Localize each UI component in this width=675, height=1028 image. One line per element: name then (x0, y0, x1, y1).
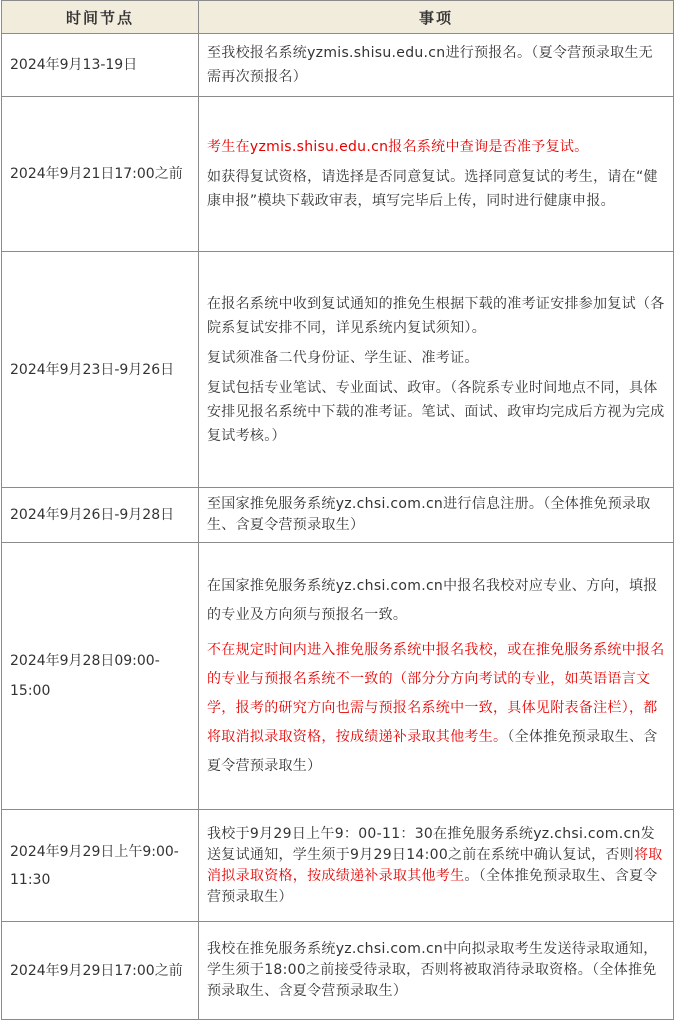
row-paragraph (207, 824, 667, 908)
header-time-column: 时间节点 (2, 1, 199, 34)
row-time: 2024年9月28日09:00-15:00 (2, 543, 199, 810)
row-content (199, 488, 674, 543)
row-content (199, 97, 674, 252)
row-paragraph: 我校在推免服务系统yz.chsi.com.cn中向拟录取考生发送待录取通知，学生须于18:00之前接受待录取，否则将被取消待录取资格。（全体推免预录取生、含夏令营预录取生） (207, 941, 658, 999)
row-content (199, 34, 674, 97)
table-row (2, 810, 674, 922)
row-paragraph: 复试包括专业笔试、专业面试、政审。（各院系专业时间地点不同，具体安排见报名系统中下载的准考证。笔试、面试、政审均完成后方视为完成复试考核。） (207, 379, 665, 444)
row-warning-text: 将取消拟录取资格，按成绩递补录取其他考生 (207, 846, 663, 884)
row-warning-text: 不在规定时间内进入推免服务系统中报名我校，或在推免服务系统中报名的专业与预报名系统不一致的（部分分方向考试的专业，如英语语言文学，报考的研究方向也需与预报名系统中一致，具体见附表备注栏），都将取消拟录取资格，按成绩递补录取其他考生。 (207, 641, 665, 745)
row-time: 2024年9月29日上午9:00-11:30 (2, 810, 199, 922)
row-paragraph (207, 636, 667, 781)
row-content (199, 543, 674, 810)
table-row (2, 543, 674, 810)
row-paragraph: 至国家推免服务系统yz.chsi.com.cn进行信息注册。（全体推免预录取生、含夏令营预录取生） (207, 496, 651, 533)
row-time: 2024年9月23日-9月26日 (2, 252, 199, 488)
table-row (2, 97, 674, 252)
row-paragraph: 在报名系统中收到复试通知的推免生根据下载的准考证安排参加复试（各院系复试安排不同，详见系统内复试须知）。 (207, 295, 665, 336)
row-note-text: 。（全体推免预录取生、含夏令营预录取生） (207, 867, 658, 905)
row-content (199, 922, 674, 1020)
row-note-text: （全体推免预录取生、含夏令营预录取生） (207, 728, 658, 774)
row-paragraph: 如获得复试资格，请选择是否同意复试。选择同意复试的考生，请在“健康申报”模块下载政审表，填写完毕后上传，同时进行健康申报。 (207, 169, 658, 209)
row-content (199, 810, 674, 922)
table-row (2, 488, 674, 543)
row-warning-paragraph: 考生在yzmis.shisu.edu.cn报名系统中查询是否准予复试。 (207, 139, 589, 155)
schedule-table (1, 0, 674, 1020)
table-row (2, 922, 674, 1020)
row-time: 2024年9月13-19日 (2, 34, 199, 97)
table-row (2, 34, 674, 97)
row-time: 2024年9月26日-9月28日 (2, 488, 199, 543)
row-paragraph: 在国家推免服务系统yz.chsi.com.cn中报名我校对应专业、方向，填报的专业及方向须与预报名一致。 (207, 577, 658, 623)
row-paragraph: 至我校报名系统yzmis.shisu.edu.cn进行预报名。（夏令营预录取生无需再次预报名） (207, 45, 653, 85)
row-time: 2024年9月21日17:00之前 (2, 97, 199, 252)
header-item-column: 事项 (199, 1, 674, 34)
row-text: 我校于9月29日上午9：00-11：30在推免服务系统yz.chsi.com.cn发送复试通知，学生须于9月29日14:00之前在系统中确认复试，否则 (207, 825, 655, 863)
table-row (2, 252, 674, 488)
table-header-row (2, 1, 674, 34)
row-content (199, 252, 674, 488)
row-paragraph: 复试须准备二代身份证、学生证、准考证。 (207, 349, 479, 366)
row-time: 2024年9月29日17:00之前 (2, 922, 199, 1020)
